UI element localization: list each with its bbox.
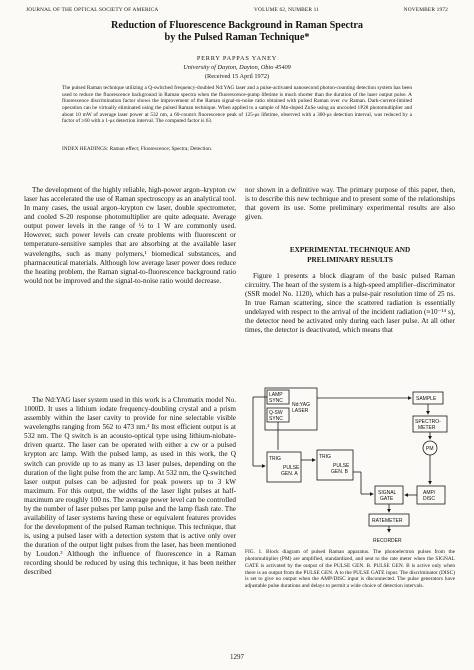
spectrometer-label-2: METER (418, 425, 436, 431)
body-paragraph-2: The Nd:YAG laser system used in this work is a Chromatix model No. 1000D. It uses a lithium iodate frequency-doubling crystal and a prism assembly within the laser cavity to provide for nine selectable visible wavelengths ranging from 562 to 473 nm.² Its most efficient output is at 532 nm. The Q switch is an acousto-optical type using lithium-niobate-driven quartz. The laser can be operated with either a cw or a pulsed krypton arc lamp. With the pulsed lamp, as used in this work, the Q switch can provide up to as many as 13 laser pulses, depending on the duration of the light pulse from the arc lamp. At 532 nm, the Q-switched laser output pulses can be adjusted for peak powers up to 3 kW maximum. For this output, the widths of the laser light pulses at half-maximum are roughly 100 ns. The average power level can be controlled by the number of laser pulses per lamp pulse and the lamp flash rate. The availability of laser systems having these or equivalent features provides for the development of the pulsed Raman technique. This technique, that is, using a pulsed laser with a detection system that is active only over the duration of the output light pulses from the laser, has been mentioned by Loudon.³ Although the influence of fluorescence in a Raman recording should be reduced by using this technique, it has been neither described (24, 396, 236, 577)
body-paragraph-4: Figure 1 presents a block diagram of the basic pulsed Raman circuitry. The heart of the system is a high-speed amplifier–discriminator (SSR model No. 1120), which has a pulse-pair resolution time of 25 ns. In true Raman scattering, since the scattered radiation is essentially undelayed with respect to the arrival of the incident radiation (≈10⁻¹⁴ s), the detector need be activated only during each laser pulse. At all other times, the detector is deactivated, which means that (245, 272, 455, 335)
pulse-gen-a-label-2: GEN. A (281, 471, 298, 477)
author-affiliation: University of Dayton, Dayton, Ohio 45409 (183, 64, 291, 71)
lamp-sync-label-2: SYNC (269, 398, 283, 404)
received-date: (Received 15 April 1972) (204, 73, 270, 80)
volume-number: VOLUME 62, NUMBER 11 (254, 7, 320, 13)
author-name: PERRY PAPPAS YANEY (196, 55, 278, 62)
laser-label-1: Nd:YAG (292, 402, 310, 408)
amp-disc-label-2: DISC (423, 496, 435, 502)
index-headings: INDEX HEADINGS: Raman effect; Fluorescence; Spectra; Detection. (62, 146, 213, 152)
body-paragraph-1: The development of the highly reliable, high-power argon–krypton cw laser has accelerated the use of Raman spectroscopy as an analytical tool. In many cases, the usual argon–krypton cw laser, double spectrometer, and cooled S-20 response photomultiplier are quite adequate. Average output power levels in the range of ½ to 1 W are commonly used. However, such power levels can create problems with fluorescent or temperature-sensitive samples that are absorbing at the available laser wavelengths, such as many polymers,¹ biomedical substances, and pharmaceutical materials. Although low average laser power does reduce the heating problem, the Raman signal-to-fluorescence background ratio would not be improved and the signal-to-noise ratio would decrease. (24, 186, 236, 285)
q-switch-sync-label-1: Q-SW (269, 410, 283, 416)
figure-caption: FIG. 1. Block diagram of pulsed Raman apparatus. The photoelectron pulses from the photomultiplier (PM) are amplified, standardized, and sent to the rate meter when the SIGNAL GATE is activated by the output of the PULSE GEN. B. PULSE GEN. B is active only when there is an output from the PULSE GEN. A to the PULSE GATE input. The discriminator (DISC) is set to give no output when the AMP/DISC input is disconnected. The pulse generators have adjustable pulse durations and delays to permit a wide choice of detection intervals. (245, 549, 455, 590)
pm-label: PM (426, 446, 434, 452)
issue-date: NOVEMBER 1972 (403, 7, 448, 13)
section-heading-line-2: PRELIMINARY RESULTS (307, 256, 393, 264)
journal-name: JOURNAL OF THE OPTICAL SOCIETY OF AMERICA (26, 7, 159, 13)
ratemeter-label: RATEMETER (372, 518, 403, 524)
spectrometer-label-1: SPECTRO- (415, 419, 441, 425)
sample-label: SAMPLE (416, 396, 437, 402)
lamp-sync-label-1: LAMP (269, 392, 283, 398)
pulse-gen-b-label-2: GEN. B (331, 469, 348, 475)
body-paragraph-3: nor shown in a definitive way. The primary purpose of this paper, then, is to describe this new technique and to present some of the relationships that govern its use. Some preliminary experimental results are also given. (245, 186, 455, 222)
trig-b-label: TRIG (319, 454, 331, 460)
amp-disc-label-1: AMP/ (423, 490, 436, 496)
q-switch-sync-label-2: SYNC (269, 416, 283, 422)
section-heading-line-1: EXPERIMENTAL TECHNIQUE AND (289, 246, 411, 254)
signal-gate-label-2: GATE (380, 496, 394, 502)
recorder-label: RECORDER (373, 538, 402, 544)
article-title-line-1: Reduction of Fluorescence Background in Raman Spectra (110, 20, 364, 31)
laser-label-2: LASER (292, 408, 309, 414)
trig-a-label: TRIG (269, 456, 281, 462)
pulse-gen-a-label-1: PULSE (283, 465, 300, 471)
pulse-gen-b-label-1: PULSE (333, 463, 350, 469)
signal-gate-label-1: SIGNAL (378, 490, 397, 496)
abstract: The pulsed Raman technique utilizing a Q-switched frequency-doubled Nd:YAG laser and a pulse-activated nanosecond photon-counting detection system has been used to reduce the fluorescence background in Raman spectra when the fluorescence-pump lifetime is much shorter than the duration of the laser output pulse. A fluorescence discrimination factor shows the improvement of the Raman signal-to-noise ratio obtained with pulsed Raman over cw Raman. Dark-current-limited operation can be virtually eliminated using the pulsed Raman technique. When applied to a sample of Mn-doped ZnSe using an uncooled 1P28 photomultiplier and about 10 mW of average laser power at 532 nm, a 60-count/s fluorescence peak of 125-μs lifetime, observed with a 300-μs detection interval, was reduced by a factor of ≥60 with a 1-μs detection interval. The computed factor is 63. (62, 85, 412, 125)
article-title-line-2: by the Pulsed Raman Technique* (164, 32, 310, 43)
page-number: 1297 (230, 653, 244, 661)
block-diagram-figure (245, 382, 457, 548)
